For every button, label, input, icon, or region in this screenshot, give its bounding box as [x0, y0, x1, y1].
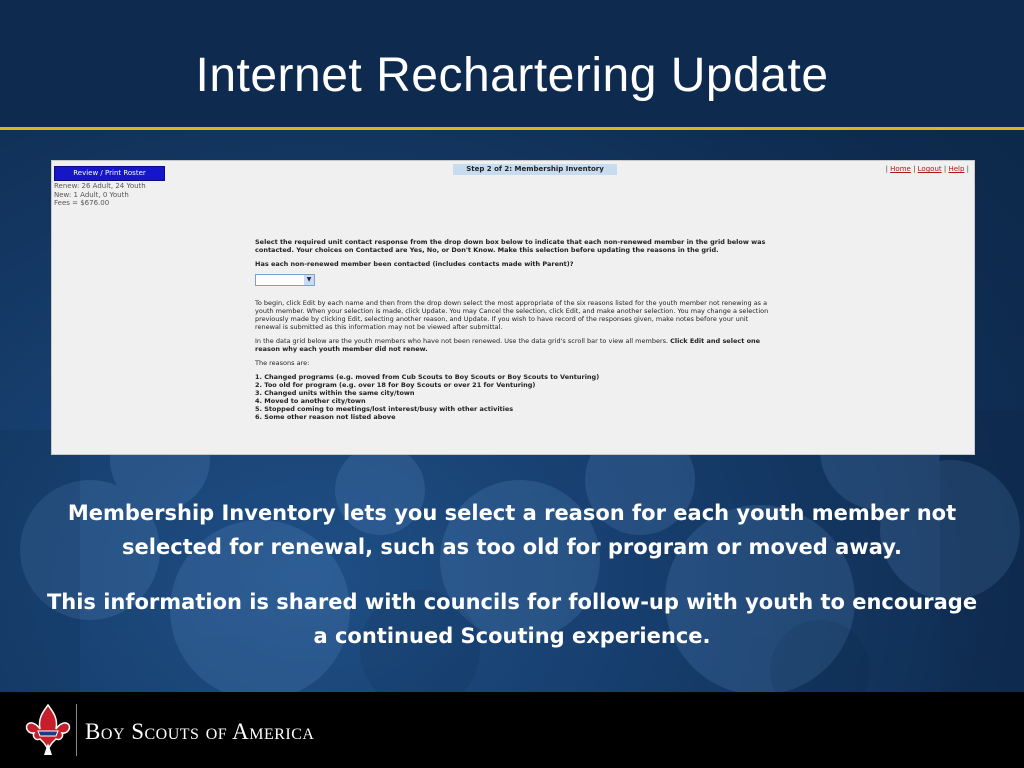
membership-inventory-screenshot [51, 160, 975, 455]
review-print-roster-button[interactable]: Review / Print Roster [54, 166, 165, 181]
caption-membership-inventory: Membership Inventory lets you select a reason for each youth member not selected for renewal, such as too old for program or moved away. [67, 501, 957, 559]
chevron-down-icon[interactable]: ▼ [304, 275, 314, 285]
fees-total: Fees = $676.00 [54, 199, 110, 207]
grid-note [255, 337, 775, 353]
grid-note-bold: Click Edit and select one reason why each youth member did not renew. [255, 337, 761, 353]
title-divider [0, 127, 1024, 130]
renew-count: Renew: 26 Adult, 24 Youth [54, 182, 146, 190]
bsa-fleur-de-lis-logo-icon [24, 703, 72, 757]
renewal-stats [54, 182, 146, 208]
reasons-list [255, 373, 775, 421]
footer-divider [76, 704, 77, 756]
reason-item: 4. Moved to another city/town [255, 397, 366, 405]
reason-item: 3. Changed units within the same city/town [255, 389, 415, 397]
contact-instruction: Select the required unit contact response from the drop down box below to indicate that each non-renewed member in the grid below was contacted. Your choices on Contacted are Yes, No, or Don't Know. Make this selection before updating the reasons in the grid. [255, 238, 766, 254]
reason-item: 1. Changed programs (e.g. moved from Cub Scouts to Boy Scouts or Boy Scouts to Venturing) [255, 373, 600, 381]
logout-link[interactable]: Logout [917, 165, 942, 173]
reasons-intro: The reasons are: [255, 359, 310, 367]
reason-item: 5. Stopped coming to meetings/lost interest/busy with other activities [255, 405, 514, 413]
caption-council-followup: This information is shared with councils for follow-up with youth to encourage a continued Scouting experience. [46, 590, 978, 648]
slide-title: Internet Rechartering Update [195, 49, 829, 102]
instructions-panel [255, 238, 775, 421]
brand-name: Boy Scouts of America [85, 719, 315, 744]
grid-note-text: In the data grid below are the youth members who have not been renewed. Use the data grid's scroll bar to view all members. [255, 337, 669, 345]
edit-instructions: To begin, click Edit by each name and then from the drop down select the most appropriate of the six reasons listed for the youth member not renewing as a youth member. When your selection is made, click Update. You may Cancel the selection, click Edit, and make another selection. You may change a selection previously made by clicking Edit, selecting another reason, and Update. If you wish to have record of the responses given, make notes before your unit renewal is submitted as this information may not be viewed after submittal. [255, 299, 769, 331]
new-count: New: 1 Adult, 0 Youth [54, 190, 129, 199]
contacted-dropdown[interactable] [255, 274, 315, 286]
help-link[interactable]: Help [948, 165, 965, 173]
step-label: Step 2 of 2: Membership Inventory [453, 164, 617, 175]
contact-question: Has each non-renewed member been contacted (includes contacts made with Parent)? [255, 260, 574, 268]
top-links: | Home | Logout | Help | [885, 165, 969, 173]
reason-item: 6. Some other reason not listed above [255, 413, 396, 421]
home-link[interactable]: Home [890, 165, 911, 173]
reason-item: 2. Too old for program (e.g. over 18 for Boy Scouts or over 21 for Venturing) [255, 381, 536, 389]
